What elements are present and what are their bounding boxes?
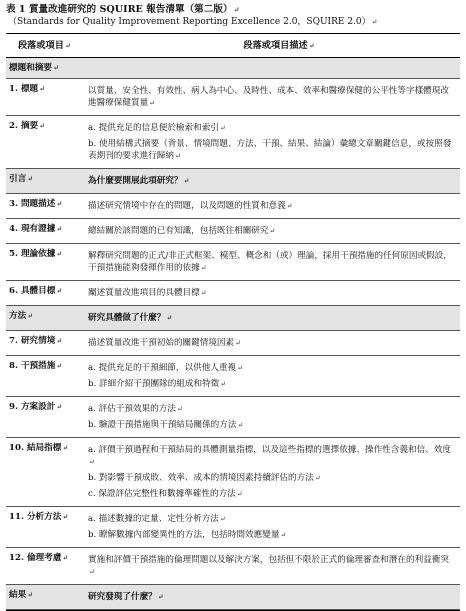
- return-mark-icon: ↵: [89, 458, 95, 466]
- return-mark-icon: ↵: [237, 421, 244, 429]
- row-description: [88, 194, 460, 218]
- table-row: [6, 79, 460, 116]
- header-description: 段落或項目描述↵: [243, 40, 315, 51]
- row-description: [88, 306, 460, 330]
- description-line: 以質量、安全性、有效性、病人為中心、及時性、成本、效率和醫療保健的公平性等字樣體現改進醫療保健質量↵: [88, 86, 449, 108]
- return-mark-icon: ↵: [62, 512, 69, 521]
- table-row: [6, 356, 460, 397]
- table-row: [6, 281, 460, 306]
- description-line: 總結關於該問題的已有知識，包括既往相關研究↵: [88, 226, 276, 236]
- return-mark-icon: ↵: [219, 515, 226, 523]
- row-label: 方法↵: [9, 311, 34, 321]
- description-line: a. 評估干預效果的方法↵: [88, 404, 183, 414]
- return-mark-icon: ↵: [56, 402, 63, 411]
- description-line: b. 詳細介紹干預團隊的組成和特徵↵: [88, 379, 227, 389]
- row-description: [88, 548, 460, 584]
- description-line: a. 提供充足的干預細節，以供他人重複↵: [88, 363, 243, 373]
- table-row: [6, 244, 460, 281]
- table-row: [6, 397, 460, 438]
- return-mark-icon: ↵: [89, 568, 95, 576]
- description-line: 為什麼要開展此項研究？↵: [88, 176, 190, 186]
- return-mark-icon: ↵: [27, 590, 34, 599]
- row-label: 1. 標題↵: [9, 84, 46, 94]
- table-row: [6, 116, 460, 169]
- table-row: [6, 548, 460, 585]
- table-subtitle: （Standards for Quality Improvement Reporting Excellence 2.0，SQUIRE 2.0）↵: [8, 17, 378, 27]
- section-row: [6, 585, 460, 610]
- return-mark-icon: ↵: [56, 286, 63, 295]
- table-row: [6, 194, 460, 219]
- description-line: 實施和評價干預措施的倫理問題以及解決方案，包括但不限於正式的倫理審查和潛在的利益衝突↵: [88, 555, 449, 576]
- return-mark-icon: ↵: [269, 227, 276, 235]
- return-mark-icon: ↵: [235, 339, 241, 347]
- row-description: [88, 58, 460, 78]
- header-item: 段落或項目↵: [18, 40, 71, 51]
- row-description: [88, 281, 460, 305]
- return-mark-icon: ↵: [64, 41, 71, 50]
- row-label: 9. 方案設計↵: [9, 402, 63, 412]
- row-label: 引言↵: [9, 174, 34, 184]
- return-mark-icon: ↵: [157, 592, 164, 601]
- return-mark-icon: ↵: [200, 289, 207, 297]
- description-line: a. 提供充足的信息便於檢索和索引↵: [88, 123, 226, 133]
- description-line: 描述質量改進干預初始的關鍵情境因素↵: [88, 338, 241, 348]
- return-mark-icon: ↵: [183, 176, 190, 185]
- row-label: 8. 干預措施↵: [9, 361, 63, 371]
- table-row: [6, 507, 460, 548]
- row-description: [88, 397, 460, 437]
- return-mark-icon: ↵: [56, 249, 63, 258]
- row-label: 4. 現有證據↵: [9, 224, 63, 234]
- return-mark-icon: ↵: [56, 336, 63, 345]
- return-mark-icon: ↵: [27, 174, 34, 183]
- description-line: a. 描述數據的定量、定性分析方法↵: [88, 514, 226, 524]
- section-row: [6, 169, 460, 194]
- return-mark-icon: ↵: [39, 84, 46, 93]
- return-mark-icon: ↵: [286, 202, 293, 210]
- return-mark-icon: ↵: [219, 124, 226, 132]
- row-description: [88, 116, 460, 168]
- row-label: 6. 具體目標↵: [9, 286, 63, 296]
- table-body: [6, 58, 460, 611]
- description-line: a. 評價干預過程和干預結局的具體測量指標，以及這些指標的選擇依據、操作性含義和信、效度↵: [88, 445, 451, 466]
- return-mark-icon: ↵: [52, 63, 59, 72]
- return-mark-icon: ↵: [56, 361, 63, 370]
- return-mark-icon: ↵: [308, 41, 315, 50]
- row-description: [88, 219, 460, 243]
- return-mark-icon: ↵: [149, 99, 156, 107]
- row-label: 標題和摘要↵: [9, 63, 59, 73]
- row-label: 2. 摘要↵: [9, 121, 46, 131]
- row-label: 7. 研究情境↵: [9, 336, 63, 346]
- return-mark-icon: ↵: [56, 224, 63, 233]
- table-row: [6, 438, 460, 507]
- return-mark-icon: ↵: [371, 18, 378, 26]
- table-header: [6, 33, 460, 58]
- return-mark-icon: ↵: [62, 443, 69, 452]
- return-mark-icon: ↵: [166, 313, 173, 322]
- return-mark-icon: ↵: [39, 121, 46, 130]
- row-description: [88, 438, 460, 506]
- description-line: 研究具體做了什麼？↵: [88, 313, 173, 323]
- return-mark-icon: ↵: [236, 490, 243, 498]
- description-line: 解釋研究問題的正式/非正式框架、模型、概念和（或）理論，採用干預措施的任何原因或假設，干預措施能夠發揮作用的依據↵: [88, 251, 452, 273]
- row-label: 結果↵: [9, 590, 34, 600]
- row-label: 12. 倫理考慮↵: [9, 553, 69, 563]
- return-mark-icon: ↵: [200, 264, 207, 272]
- table-row: [6, 219, 460, 244]
- row-description: [88, 79, 460, 115]
- row-label: 11. 分析方法↵: [9, 512, 69, 522]
- row-description: [88, 507, 460, 547]
- table-title: 表 1 質量改進研究的 SQUIRE 報告清單（第二版）↵: [6, 4, 240, 15]
- return-mark-icon: ↵: [233, 5, 240, 14]
- row-label: 5. 理論依據↵: [9, 249, 63, 259]
- return-mark-icon: ↵: [62, 553, 69, 562]
- row-description: [88, 244, 460, 280]
- row-description: [88, 331, 460, 355]
- return-mark-icon: ↵: [174, 152, 181, 160]
- return-mark-icon: ↵: [220, 380, 227, 388]
- return-mark-icon: ↵: [27, 311, 34, 320]
- return-mark-icon: ↵: [237, 364, 243, 372]
- description-line: b. 驗證干預措施與干預結局關係的方法↵: [88, 420, 244, 430]
- description-line: b. 使用結構式摘要（背景、情境問題、方法、干預、結果、結論）彙總文章關鍵信息，或按照發表期刊的要求進行歸納↵: [88, 139, 452, 161]
- return-mark-icon: ↵: [280, 531, 287, 539]
- description-line: 描述研究情境中存在的問題，以及問題的性質和意義↵: [88, 201, 293, 211]
- section-row: [6, 306, 460, 331]
- return-mark-icon: ↵: [176, 405, 183, 413]
- return-mark-icon: ↵: [56, 199, 63, 208]
- return-mark-icon: ↵: [314, 474, 321, 482]
- description-line: b. 對影響干預成敗、效率、成本的情境因素持續評估的方法↵: [88, 473, 321, 483]
- row-description: [88, 169, 460, 193]
- row-description: [88, 356, 460, 396]
- description-line: c. 保證評估完整性和數據準確性的方法↵: [88, 489, 243, 499]
- table-row: [6, 331, 460, 356]
- description-line: b. 瞭解數據內部變異性的方法，包括時間效應變量↵: [88, 530, 287, 540]
- row-label: 10. 結局指標↵: [9, 443, 69, 453]
- row-label: 3. 問題描述↵: [9, 199, 63, 209]
- description-line: 闡述質量改進項目的具體目標↵: [88, 288, 207, 298]
- description-line: 研究發現了什麼？↵: [88, 592, 164, 602]
- row-description: [88, 585, 460, 609]
- section-row: [6, 58, 460, 79]
